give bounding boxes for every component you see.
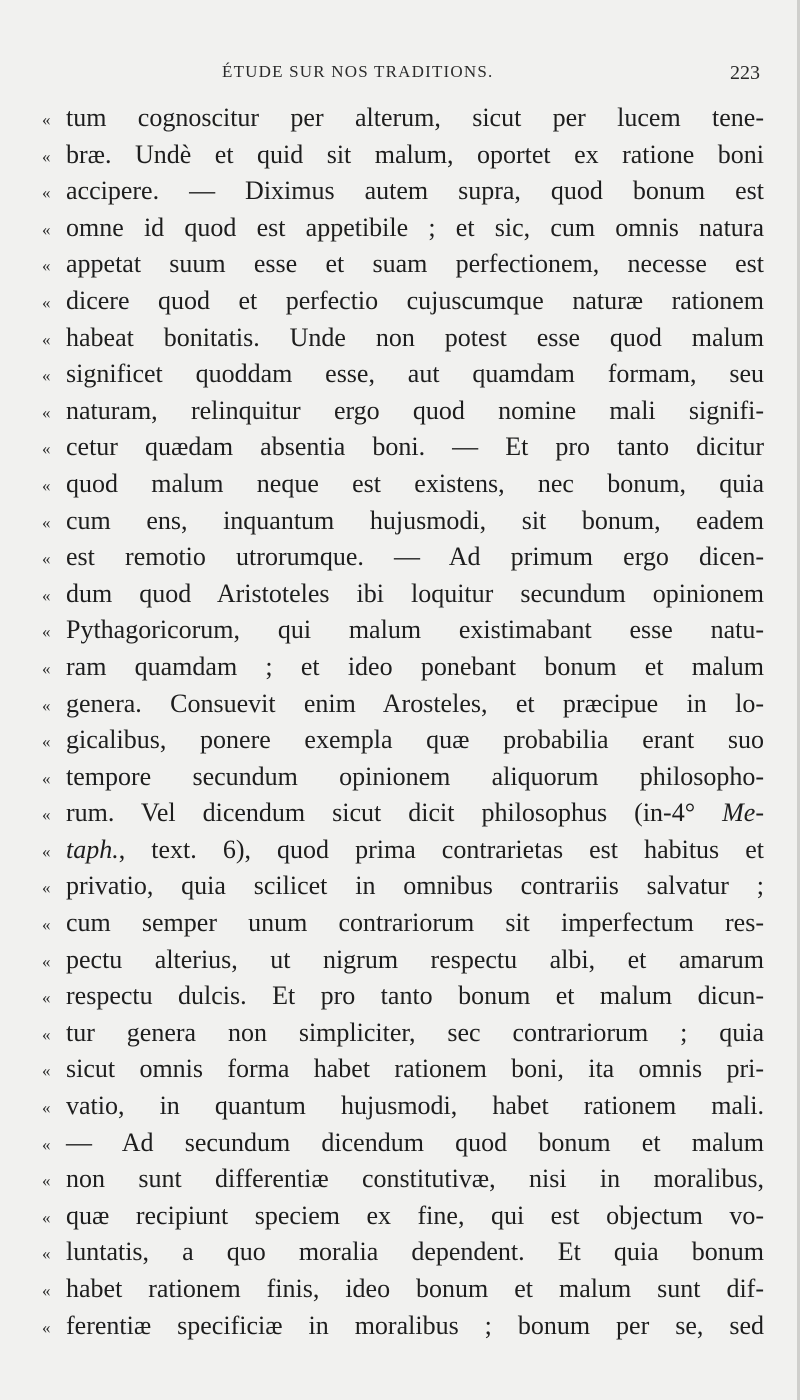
quotation-mark: « xyxy=(42,878,51,898)
line-text: est remotio utrorumque. — Ad primum ergo dicen- xyxy=(66,542,764,572)
line-text: dum quod Aristoteles ibi loquitur secundum opinionem xyxy=(66,578,764,608)
quotation-mark: « xyxy=(42,1281,51,1300)
text-line xyxy=(38,1015,764,1052)
line-text: — Ad secundum dicendum quod bonum et malum xyxy=(66,1127,764,1157)
quotation-mark: « xyxy=(42,402,51,422)
text-line xyxy=(38,539,764,576)
quotation-mark: « xyxy=(42,292,51,312)
text-line xyxy=(38,686,764,723)
quotation-mark: « xyxy=(42,549,51,569)
line-text: non sunt differentiæ constitutivæ, nisi in moralibus, xyxy=(66,1164,764,1194)
quotation-mark: « xyxy=(42,768,51,788)
line-text: privatio, quia scilicet in omnibus contrariis salvatur ; xyxy=(66,871,764,901)
quotation-mark: « xyxy=(42,146,51,166)
line-text: genera. Consuevit enim Arosteles, et præcipue in lo- xyxy=(66,688,764,718)
quotation-mark: « xyxy=(42,585,51,605)
line-text: tur genera non simpliciter, sec contrariorum ; quia xyxy=(66,1017,764,1047)
quotation-mark: « xyxy=(42,915,51,935)
line-text: respectu dulcis. Et pro tanto bonum et malum dicun- xyxy=(66,981,764,1011)
line-text: dicere quod et perfectio cujuscumque naturæ rationem xyxy=(66,285,764,315)
line-text: cum semper unum contrariorum sit imperfectum res- xyxy=(66,908,764,938)
text-line xyxy=(38,466,764,503)
running-head-title: ÉTUDE SUR NOS TRADITIONS. xyxy=(222,62,494,81)
line-text: ram quamdam ; et ideo ponebant bonum et malum xyxy=(66,651,764,681)
quotation-mark: « xyxy=(42,1098,51,1118)
text-line xyxy=(38,978,764,1015)
quotation-mark: « xyxy=(42,1171,51,1191)
line-text: significet quoddam esse, aut quamdam formam, seu xyxy=(66,359,764,389)
text-line xyxy=(38,283,764,320)
line-text: bræ. Undè et quid sit malum, oportet ex ratione boni xyxy=(66,139,764,169)
line-text: tum cognoscitur per alterum, sicut per lucem tene- xyxy=(66,103,764,132)
quotation-mark: « xyxy=(42,1207,51,1227)
text-line xyxy=(38,832,764,869)
quotation-mark: « xyxy=(42,329,51,349)
page-number: 223 xyxy=(730,62,760,84)
text-line xyxy=(38,868,764,905)
text-line xyxy=(38,210,764,247)
line-text: quæ recipiunt speciem ex fine, qui est objectum vo- xyxy=(66,1200,764,1230)
text-line xyxy=(38,1161,764,1198)
quotation-mark: « xyxy=(42,183,51,203)
line-text: appetat suum esse et suam perfectionem, necesse est xyxy=(66,249,764,279)
text-line xyxy=(38,722,764,759)
text-line xyxy=(38,795,764,832)
text-line xyxy=(38,100,764,137)
quotation-mark: « xyxy=(42,1244,51,1264)
text-line xyxy=(38,649,764,686)
text-line xyxy=(38,576,764,613)
line-text: naturam, relinquitur ergo quod nomine mali signifi- xyxy=(66,395,764,425)
text-line xyxy=(38,1198,764,1235)
line-text: ferentiæ specificiæ in moralibus ; bonum per se, sed xyxy=(66,1310,764,1340)
line-text: gicalibus, ponere exempla quæ probabilia erant suo xyxy=(66,725,764,755)
line-text: quod malum neque est existens, nec bonum, quia xyxy=(66,468,764,498)
quotation-mark: « xyxy=(42,439,51,459)
quotation-mark: « xyxy=(42,732,51,752)
text-line xyxy=(38,429,764,466)
text-line xyxy=(38,137,764,174)
text-line xyxy=(38,1051,764,1088)
text-line xyxy=(38,1125,764,1162)
text-line xyxy=(38,503,764,540)
quotation-mark: « xyxy=(42,695,51,715)
line-text: tempore secundum opinionem aliquorum philosopho- xyxy=(66,761,764,791)
text-line xyxy=(38,1271,764,1308)
line-text: taph., text. 6), quod prima contrarietas est habitus et xyxy=(66,834,764,864)
line-text: pectu alterius, ut nigrum respectu albi, et amarum xyxy=(66,944,764,974)
line-text: luntatis, a quo moralia dependent. Et quia bonum xyxy=(66,1237,764,1267)
quotation-mark: « xyxy=(42,805,51,825)
text-line xyxy=(38,1234,764,1271)
quotation-mark: « xyxy=(42,951,51,971)
line-text: cum ens, inquantum hujusmodi, sit bonum, eadem xyxy=(66,505,764,535)
quotation-mark: « xyxy=(42,1024,51,1044)
text-line xyxy=(38,246,764,283)
quotation-mark: « xyxy=(42,622,51,642)
text-line xyxy=(38,173,764,210)
text-line xyxy=(38,1088,764,1125)
line-text: habeat bonitatis. Unde non potest esse quod malum xyxy=(66,322,764,352)
quotation-mark: « xyxy=(42,110,51,129)
text-line xyxy=(38,1308,764,1345)
line-text: rum. Vel dicendum sicut dicit philosophus (in-4° Me- xyxy=(66,798,764,828)
text-line xyxy=(38,759,764,796)
line-text: sicut omnis forma habet rationem boni, ita omnis pri- xyxy=(66,1054,764,1084)
text-line xyxy=(38,320,764,357)
text-line xyxy=(38,356,764,393)
text-line xyxy=(38,393,764,430)
line-text: accipere. — Diximus autem supra, quod bonum est xyxy=(66,176,764,206)
quotation-mark: « xyxy=(42,512,51,532)
quotation-mark: « xyxy=(42,366,51,386)
body-text xyxy=(38,100,764,1344)
line-text: omne id quod est appetibile ; et sic, cum omnis natura xyxy=(66,212,764,242)
text-line xyxy=(38,942,764,979)
text-line xyxy=(38,612,764,649)
quotation-mark: « xyxy=(42,1317,51,1337)
quotation-mark: « xyxy=(42,256,51,276)
quotation-mark: « xyxy=(42,658,51,678)
quotation-mark: « xyxy=(42,1061,51,1081)
quotation-mark: « xyxy=(42,841,51,861)
text-line xyxy=(38,905,764,942)
line-text: vatio, in quantum hujusmodi, habet rationem mali. xyxy=(66,1091,764,1121)
line-text: habet rationem finis, ideo bonum et malum sunt dif- xyxy=(66,1274,764,1303)
quotation-mark: « xyxy=(42,1134,51,1154)
quotation-mark: « xyxy=(42,988,51,1008)
quotation-mark: « xyxy=(42,219,51,239)
line-text: cetur quædam absentia boni. — Et pro tanto dicitur xyxy=(66,432,764,462)
quotation-mark: « xyxy=(42,475,51,495)
line-text: Pythagoricorum, qui malum existimabant esse natu- xyxy=(66,615,764,645)
